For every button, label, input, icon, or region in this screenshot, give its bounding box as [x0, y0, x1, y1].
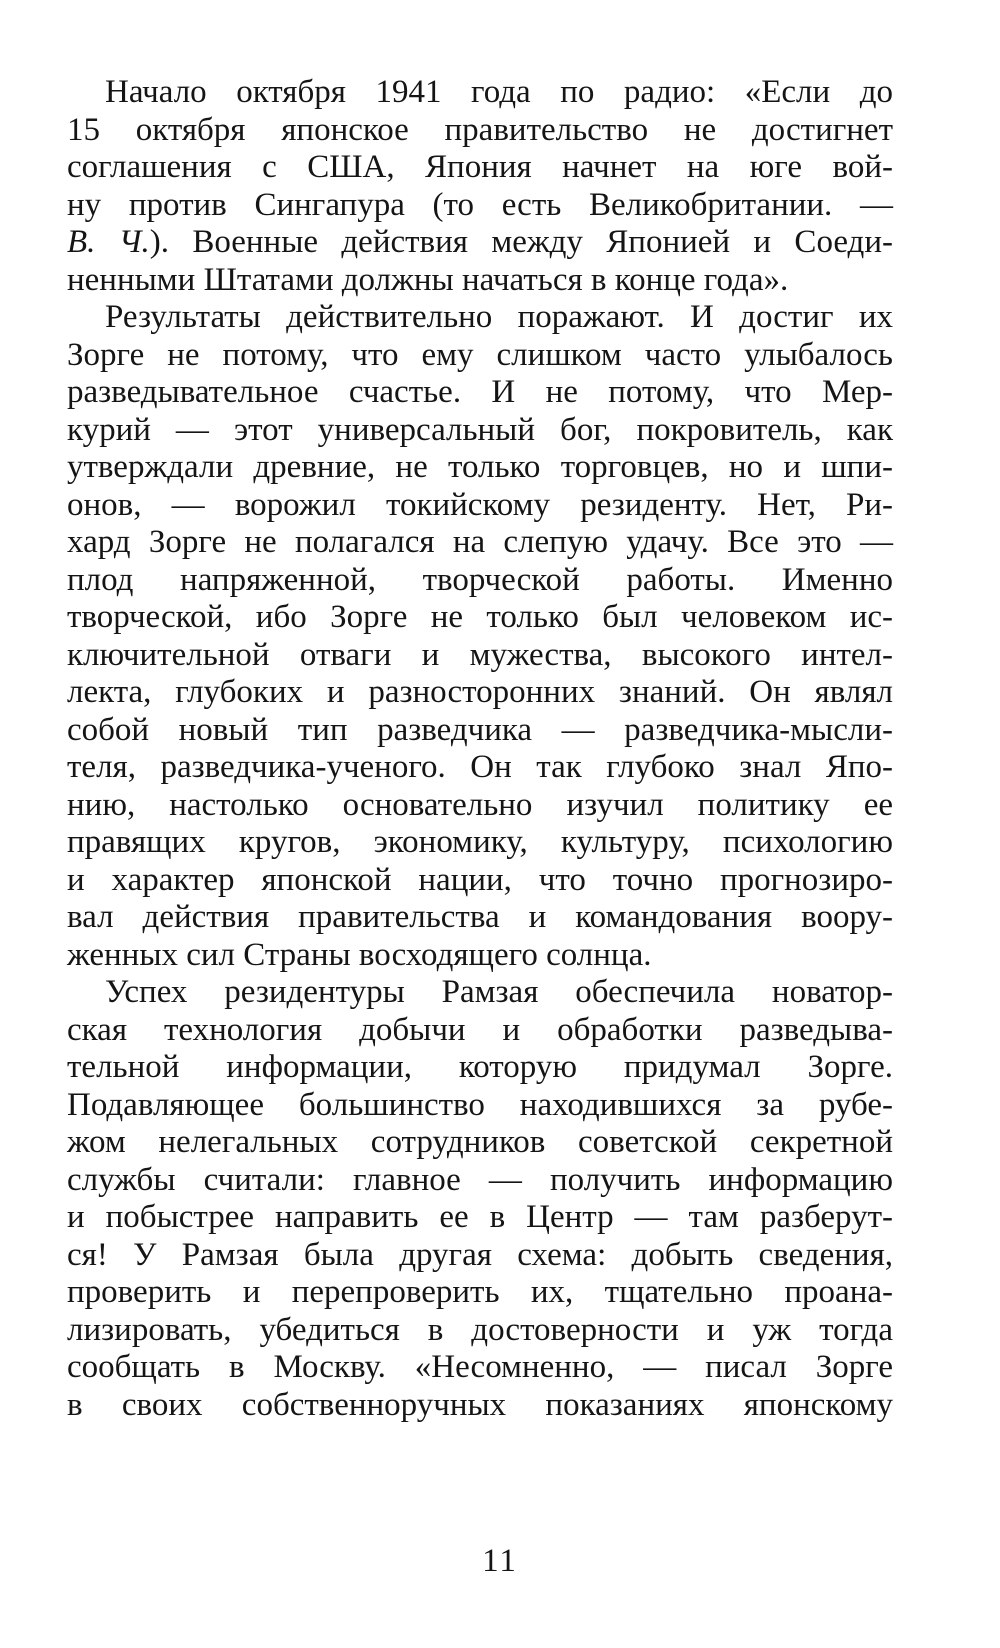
paragraph [67, 299, 893, 974]
text-line: женных сил Страны восходящего солнца. [67, 936, 652, 973]
text-line: Результаты действительно поражают. И достиг их [105, 299, 893, 335]
text-line: лизировать, убедиться в достоверности и уж тогда [67, 1311, 893, 1348]
text-line: ненными Штатами должны начаться в конце года». [67, 261, 789, 298]
text-line: теля, разведчика-ученого. Он так глубоко знал Япо- [67, 749, 893, 785]
paragraph [67, 74, 893, 299]
author-initials: В. Ч. [67, 224, 150, 260]
text-line: службы считали: главное — получить информацию [67, 1161, 893, 1198]
text-line: вал действия правительства и командования воору- [67, 899, 893, 935]
text-line: Подавляющее большинство находившихся за рубе- [67, 1086, 893, 1123]
text-line: собой новый тип разведчика — разведчика-мысли- [67, 711, 893, 748]
text-line: проверить и перепроверить их, тщательно проана- [67, 1274, 893, 1310]
text-line: соглашения с США, Япония начнет на юге вой- [67, 149, 893, 185]
text-line: Успех резидентуры Рамзая обеспечила новатор- [105, 974, 893, 1010]
body-text [67, 74, 893, 1424]
text-line: и характер японской нации, что точно прогнозиро- [67, 861, 893, 898]
text-line: нию, настолько основательно изучил политику ее [67, 786, 893, 823]
text-line: ся! У Рамзая была другая схема: добыть сведения, [67, 1236, 893, 1273]
text-line: Зорге не потому, что ему слишком часто улыбалось [67, 336, 893, 373]
text-line: ключительной отваги и мужества, высокого интел- [67, 636, 893, 673]
text-line: жом нелегальных сотрудников советской секретной [67, 1124, 893, 1160]
text-line: Начало октября 1941 года по радио: «Если до [105, 74, 893, 110]
text-line: онов, — ворожил токийскому резиденту. Нет, Ри- [67, 486, 893, 523]
text-line: плод напряженной, творческой работы. Именно [67, 561, 893, 598]
text-line: курий — этот универсальный бог, покровитель, как [67, 411, 893, 448]
page-number: 11 [482, 1543, 518, 1579]
text-line: творческой, ибо Зорге не только был человеком ис- [67, 599, 893, 635]
text-line: тельной информации, которую придумал Зорге. [67, 1049, 893, 1085]
text-line: хард Зорге не полагался на слепую удачу. Все это — [67, 524, 893, 560]
text-line: правящих кругов, экономику, культуру, психологию [67, 824, 893, 860]
text-line: ну против Сингапура (то есть Великобритании. — [67, 186, 893, 223]
text-line: ская технология добычи и обработки разведыва- [67, 1011, 893, 1048]
text-line: В. Ч.). Военные действия между Японией и Соеди- [67, 224, 893, 260]
text-line: 15 октября японское правительство не достигнет [67, 111, 893, 148]
text-line: утверждали древние, не только торговцев, но и шпи- [67, 449, 893, 485]
text-line: лекта, глубоких и разносторонних знаний. Он являл [67, 674, 893, 710]
text-line: разведывательное счастье. И не потому, что Мер- [67, 374, 893, 410]
text-line: и побыстрее направить ее в Центр — там разберут- [67, 1199, 893, 1235]
text-line: в своих собственноручных показаниях японскому [67, 1386, 893, 1423]
text-line: сообщать в Москву. «Несомненно, — писал Зорге [67, 1349, 893, 1385]
paragraph [67, 974, 893, 1424]
